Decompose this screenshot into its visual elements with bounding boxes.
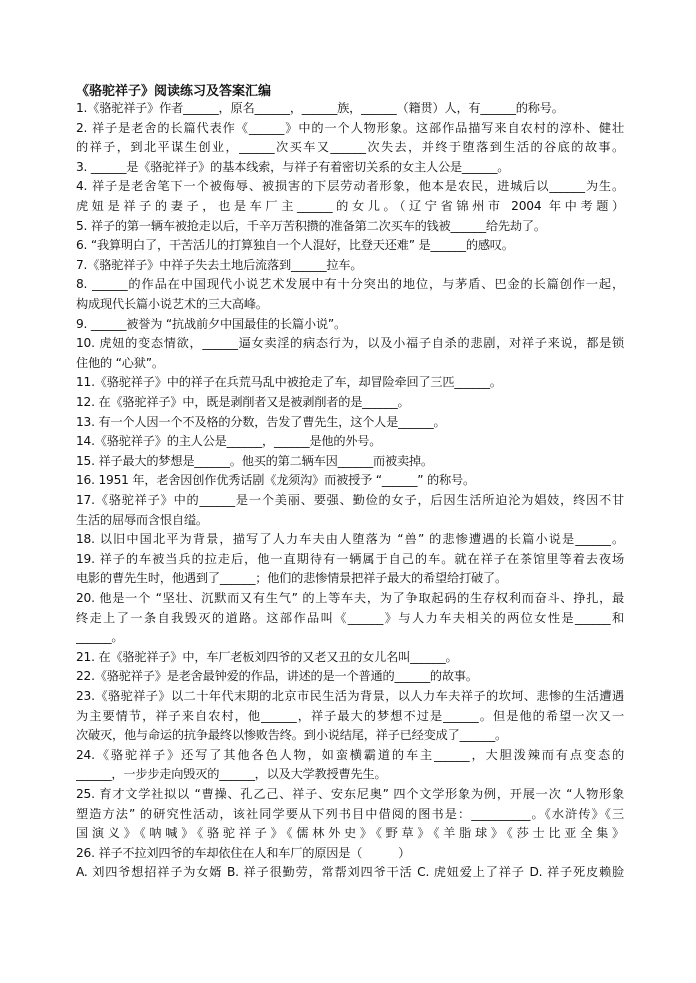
document-line: 7.《骆驼祥子》中祥子失去土地后流落到______拉车。 [76,257,363,272]
document-line: 6. “我算明白了，干苦活儿的打算独自一个人混好，比登天还难” 是______的感叹。 [76,238,514,253]
document-line: 25. 育才文学社拟以 “曹操、孔乙己、祥子、安东尼奥” 四个文学形象为例，开展一次 “人物形象 [76,787,624,801]
document-line: A. 刘四爷想招祥子为女婿 B. 祥子很勤劳，常帮刘四爷干活 C. 虎妞爱上了祥子 D. 祥子死皮赖脸 [76,865,624,880]
document-line: 住他的 “心狱”。 [76,355,164,370]
document-line: 终走上了一条自我毁灭的道路。这部作品叫《______》与人力车夫相关的两位女性是______和 [76,610,624,625]
document-title: 《骆驼祥子》阅读练习及答案汇编 [76,84,272,99]
document-line: 23.《骆驼祥子》以二十年代末期的北京市民生活为背景，以人力车夫祥子的坎坷、悲惨的生活遭遇 [76,689,624,703]
document-line: 16. 1951 年，老舍因创作优秀话剧《龙须沟》而被授予 “______” 的称号。 [76,473,475,488]
document-line: 4. 祥子是老舍笔下一个被侮辱、被损害的下层劳动者形象，他本是农民，进城后以______为生。 [76,179,624,194]
document-line: 12. 在《骆驼祥子》中，既是剥削者又是被剥削者的是______。 [76,395,410,409]
document-line: 10. 虎妞的变态情欲，______逼女卖淫的病态行为，以及小福子自杀的悲剧，对祥子来说，都是锁 [76,336,624,351]
document-line: 14.《骆驼祥子》的主人公是______，______是他的外号。 [76,434,382,449]
document-line: 为主要情节，祥子来自农村，他______，祥子最大的梦想不过是______。但是他的希望一次又一 [76,708,624,723]
document-line: 1.《骆驼祥子》作者______，原名______，______族，______（籍贯）人，有______的称号。 [76,101,564,115]
document-line: 生活的屈辱而含恨自缢。 [76,512,208,527]
document-line: 15. 祥子最大的梦想是______。他买的第二辆车因______而被卖掉。 [76,453,433,468]
document-line: ______，一步步走向毁灭的______，以及大学教授曹先生。 [76,767,387,782]
document-line: 9. ______被誉为 “抗战前夕中国最佳的长篇小说”。 [76,316,346,331]
document-line: 26. 祥子不拉刘四爷的车却依住在人和车厂的原因是（ ） [76,845,411,860]
document-line: 21. 在《骆驼祥子》中，车厂老板刘四爷的又老又丑的女儿名叫______。 [76,649,458,664]
document-line: 19. 祥子的车被当兵的拉走后，他一直期待有一辆属于自己的车。就在祥子在茶馆里等着去夜场 [76,551,624,566]
document-line: 塑造方法” 的研究性活动，该社同学要从下列书目中借阅的图书是：__________。《水浒传》《三 [76,806,624,821]
document-line: 8. ______的作品在中国现代小说艺术发展中有十分突出的地位，与茅盾、巴金的长篇创作一起， [76,277,624,292]
document-line: 国演义》《呐喊》《骆驼祥子》《儒林外史》《野草》《羊脂球》《莎士比亚全集》 [76,826,624,841]
document-line: 次破灭，他与命运的抗争最终以惨败告终。到小说结尾，祥子已经变成了______。 [76,728,507,743]
document-line: 18. 以旧中国北平为背景，描写了人力车夫由人堕落为 “兽” 的悲惨遭遇的长篇小说是______。 [76,532,624,547]
document-line: 的祥子，到北平谋生创业，______次买车又______次失去，并终于堕落到生活的谷底的故事。 [76,140,624,155]
document-line: 22.《骆驼祥子》是老舍最钟爱的作品，讲述的是一个普通的______的故事。 [76,669,478,684]
document-line: 构成现代长篇小说艺术的三大高峰。 [76,297,268,311]
document-line: 2. 祥子是老舍的长篇代表作《______》中的一个人物形象。这部作品描写来自农村的淳朴、健壮 [76,120,624,135]
document-line: 20. 他是一个 “坚壮、沉默而又有生气” 的上等车夫，为了争取起码的生存权利而奋斗、挣扎，最 [76,591,624,605]
document-line: ______。 [76,630,124,645]
document-line: 电影的曹先生时，他遇到了______；他们的悲惨情景把祥子最大的希望给打破了。 [76,571,507,586]
document-line: 5. 祥子的第一辆车被抢走以后，千辛万苦积攒的准备第二次买车的钱被______给先劫了。 [76,218,546,233]
document-line: 3. ______是《骆驼祥子》的基本线索，与祥子有着密切关系的女主人公是______。 [76,159,510,174]
document-line: 17.《骆驼祥子》中的______是一个美丽、要强、勤俭的女子，后因生活所迫沦为娼妓，终因不甘 [76,493,624,507]
document-line: 11.《骆驼祥子》中的祥子在兵荒马乱中被抢走了车，却冒险牵回了三匹______。 [76,375,502,390]
document-line: 13. 有一个人因一个不及格的分数，告发了曹先生，这个人是______。 [76,414,446,429]
document-line: 24.《骆驼祥子》还写了其他各色人物，如蛮横霸道的车主______，大胆泼辣而有点变态的 [76,747,624,762]
document-line: 虎妞是祥子的妻子，也是车厂主______的女儿。（辽宁省锦州市 2004 年中考题） [76,199,624,213]
